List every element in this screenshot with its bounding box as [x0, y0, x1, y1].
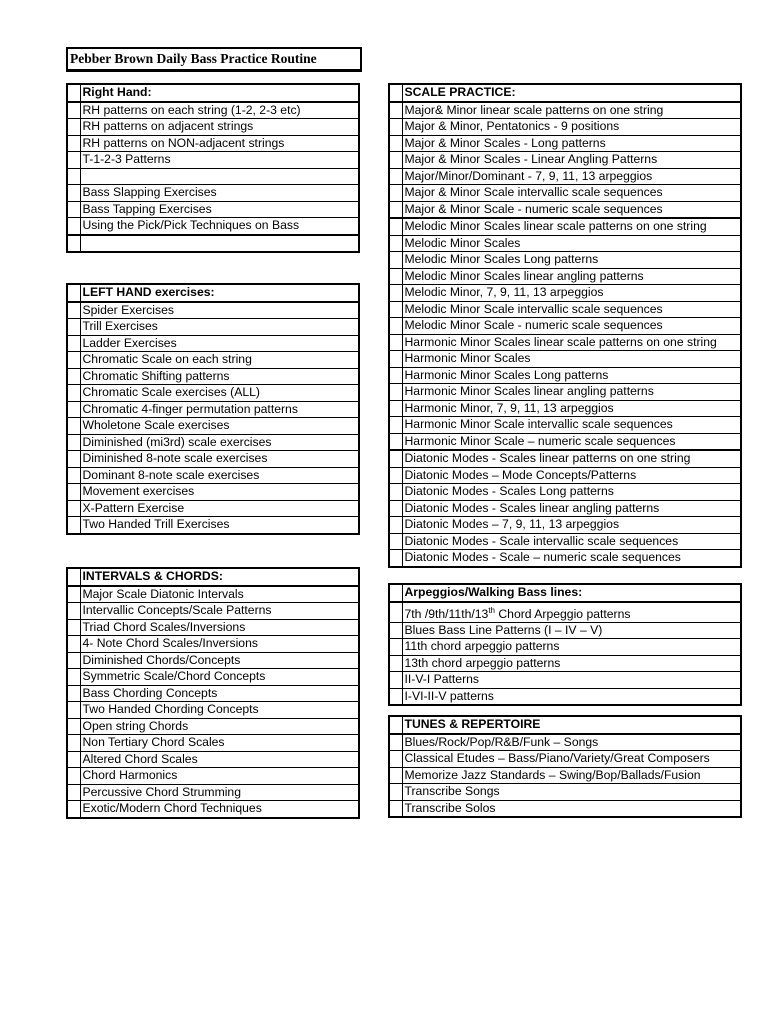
- routine-item-label: Melodic Minor Scales Long patterns: [402, 252, 741, 269]
- checkbox[interactable]: [389, 602, 402, 623]
- checkbox[interactable]: [67, 352, 80, 369]
- checkbox[interactable]: [67, 302, 80, 319]
- checkbox[interactable]: [67, 451, 80, 468]
- left-hand-table: [66, 283, 360, 535]
- routine-item-label: Non Tertiary Chord Scales: [80, 735, 359, 752]
- routine-item-label: Chord Harmonics: [80, 768, 359, 785]
- routine-item-label: Symmetric Scale/Chord Concepts: [80, 669, 359, 686]
- checkbox[interactable]: [67, 784, 80, 801]
- checkbox[interactable]: [389, 168, 402, 185]
- checkbox[interactable]: [389, 400, 402, 417]
- checkbox[interactable]: [67, 368, 80, 385]
- routine-item-label: Transcribe Songs: [402, 784, 741, 801]
- checkbox[interactable]: [389, 185, 402, 202]
- checkbox[interactable]: [389, 751, 402, 768]
- scale-practice-header-row: [389, 84, 741, 102]
- right-hand-header-row: [67, 84, 359, 102]
- routine-item-label: Diatonic Modes - Scales linear angling patterns: [402, 500, 741, 517]
- routine-item-label: Trill Exercises: [80, 319, 359, 336]
- checkbox[interactable]: [67, 669, 80, 686]
- table-row: [67, 768, 359, 785]
- checkbox[interactable]: [67, 568, 80, 586]
- table-row: [389, 119, 741, 136]
- table-row: [389, 467, 741, 484]
- routine-item-label: RH patterns on each string (1-2, 2-3 etc): [80, 102, 359, 119]
- table-row: [389, 784, 741, 801]
- checkbox[interactable]: [389, 533, 402, 550]
- table-row: [389, 688, 741, 705]
- checkbox[interactable]: [67, 467, 80, 484]
- checkbox[interactable]: [67, 718, 80, 735]
- checkbox[interactable]: [67, 652, 80, 669]
- checkbox[interactable]: [67, 434, 80, 451]
- routine-item-label: Exotic/Modern Chord Techniques: [82, 801, 262, 816]
- table-row: [389, 301, 741, 318]
- checkbox[interactable]: [389, 135, 402, 152]
- routine-item-label: Open string Chords: [80, 718, 359, 735]
- table-row: [67, 185, 359, 202]
- intervals-chords-table: [66, 567, 360, 819]
- table-row: [67, 152, 359, 169]
- table-row: [389, 767, 741, 784]
- table-row: [389, 500, 741, 517]
- checkbox[interactable]: [389, 367, 402, 384]
- table-row: [67, 619, 359, 636]
- table-row: [67, 669, 359, 686]
- section-header: LEFT HAND exercises:: [80, 284, 359, 302]
- table-row: [67, 500, 359, 517]
- checkbox[interactable]: [67, 335, 80, 352]
- routine-item-label: X-Pattern Exercise: [80, 500, 359, 517]
- routine-item-label: Using the Pick/Pick Techniques on Bass: [80, 218, 359, 235]
- routine-item-label: Melodic Minor Scale - numeric scale sequences: [402, 318, 741, 335]
- routine-item-label: Diatonic Modes - Scales Long patterns: [402, 484, 741, 501]
- routine-item-label: Harmonic Minor Scales linear angling patterns: [402, 384, 741, 401]
- checkbox[interactable]: [67, 385, 80, 402]
- section-header: SCALE PRACTICE:: [402, 84, 741, 102]
- routine-item-label: Percussive Chord Strumming: [80, 784, 359, 801]
- intervals-chords-header-row: [67, 568, 359, 586]
- checkbox[interactable]: [67, 603, 80, 620]
- table-row: [67, 636, 359, 653]
- table-row: [67, 467, 359, 484]
- routine-item-label: RH patterns on NON-adjacent strings: [80, 135, 359, 152]
- routine-item-label: Diatonic Modes – 7, 9, 11, 13 arpeggios: [402, 517, 741, 534]
- checkbox[interactable]: [389, 351, 402, 368]
- routine-item-label: Bass Tapping Exercises: [80, 201, 359, 218]
- table-row: [67, 135, 359, 152]
- checkbox[interactable]: [389, 716, 402, 734]
- routine-item-label: I-VI-II-V patterns: [404, 688, 494, 703]
- routine-item-label: Classical Etudes – Bass/Piano/Variety/Great Composers: [402, 751, 741, 768]
- routine-item-label: Major/Minor/Dominant - 7, 9, 11, 13 arpeggios: [402, 168, 741, 185]
- routine-item-label: Bass Chording Concepts: [80, 685, 359, 702]
- checkbox[interactable]: [389, 550, 402, 567]
- routine-item-label: Major & Minor Scales - Linear Angling Patterns: [402, 152, 741, 169]
- table-row: [389, 672, 741, 689]
- checkbox[interactable]: [389, 672, 402, 689]
- routine-item-label: [80, 168, 359, 185]
- table-row: [389, 400, 741, 417]
- checkbox[interactable]: [389, 500, 402, 517]
- table-row: [67, 119, 359, 136]
- table-row: [389, 450, 741, 467]
- routine-item-label: Movement exercises: [80, 484, 359, 501]
- routine-item-label: Major& Minor linear scale patterns on one string: [402, 102, 741, 119]
- checkbox[interactable]: [389, 152, 402, 169]
- table-row: [67, 335, 359, 352]
- routine-item-label: Blues Bass Line Patterns (I – IV – V): [402, 622, 741, 639]
- routine-item-label: II-V-I Patterns: [402, 672, 741, 689]
- checkbox[interactable]: [67, 586, 80, 603]
- table-row: [389, 433, 741, 450]
- checkbox[interactable]: [67, 152, 80, 169]
- routine-item-label: Transcribe Solos: [404, 800, 496, 815]
- checkbox[interactable]: [67, 319, 80, 336]
- routine-item-label: Two Handed Chording Concepts: [80, 702, 359, 719]
- checkbox[interactable]: [389, 301, 402, 318]
- checkbox[interactable]: [389, 417, 402, 434]
- routine-item-label: Wholetone Scale exercises: [80, 418, 359, 435]
- table-row: [389, 235, 741, 252]
- checkbox[interactable]: [67, 517, 80, 534]
- section-header: Arpeggios/Walking Bass lines:: [402, 584, 741, 602]
- routine-item-label: Blues/Rock/Pop/R&B/Funk – Songs: [402, 734, 741, 751]
- table-row: [389, 152, 741, 169]
- routine-item-label: T-1-2-3 Patterns: [80, 152, 359, 169]
- checkbox[interactable]: [389, 767, 402, 784]
- table-row: [389, 517, 741, 534]
- table-row: [389, 639, 741, 656]
- routine-item-label: 11th chord arpeggio patterns: [402, 639, 741, 656]
- table-row: [67, 517, 359, 534]
- table-row: [389, 318, 741, 335]
- table-row: [389, 751, 741, 768]
- checkbox[interactable]: [67, 201, 80, 218]
- checkbox[interactable]: [67, 284, 80, 302]
- arpeggios-header-row: [389, 584, 741, 602]
- checkbox[interactable]: [389, 622, 402, 639]
- checkbox[interactable]: [389, 688, 402, 705]
- table-row: [67, 735, 359, 752]
- table-row: [389, 417, 741, 434]
- checkbox[interactable]: [389, 734, 402, 751]
- document-title: Pebber Brown Daily Bass Practice Routine: [66, 47, 362, 72]
- routine-item-label: Major & Minor Scales - Long patterns: [402, 135, 741, 152]
- routine-item-label: Altered Chord Scales: [80, 751, 359, 768]
- table-row: [67, 218, 359, 235]
- section-header: TUNES & REPERTOIRE: [402, 716, 741, 734]
- right-hand-table: [66, 83, 360, 253]
- table-row: [389, 334, 741, 351]
- table-row: [67, 102, 359, 119]
- checkbox[interactable]: [67, 235, 80, 253]
- checkbox[interactable]: [67, 484, 80, 501]
- checkbox[interactable]: [389, 218, 402, 235]
- table-row: [389, 533, 741, 550]
- routine-item-label: Memorize Jazz Standards – Swing/Bop/Ballads/Fusion: [402, 767, 741, 784]
- checkbox[interactable]: [67, 619, 80, 636]
- checkbox[interactable]: [67, 185, 80, 202]
- routine-item-label: [80, 235, 359, 253]
- checkbox[interactable]: [67, 768, 80, 785]
- routine-item-label: Intervallic Concepts/Scale Patterns: [80, 603, 359, 620]
- checkbox[interactable]: [389, 467, 402, 484]
- routine-item-label: 7th /9th/11th/13th Chord Arpeggio patterns: [402, 602, 741, 623]
- routine-item-label: Melodic Minor Scales linear scale patterns on one string: [402, 218, 741, 235]
- table-row: [67, 718, 359, 735]
- table-row: [67, 603, 359, 620]
- table-row: [389, 484, 741, 501]
- table-row: [389, 201, 741, 218]
- routine-item-label: Major & Minor Scale intervallic scale sequences: [402, 185, 741, 202]
- checkbox[interactable]: [67, 401, 80, 418]
- table-row: [389, 367, 741, 384]
- section-header: Right Hand:: [80, 84, 359, 102]
- table-row: [389, 268, 741, 285]
- table-row: [389, 185, 741, 202]
- routine-item-label: Major & Minor, Pentatonics - 9 positions: [402, 119, 741, 136]
- checkbox[interactable]: [389, 655, 402, 672]
- table-row: [389, 800, 741, 817]
- table-row: [389, 135, 741, 152]
- routine-item-label: Bass Slapping Exercises: [80, 185, 359, 202]
- checkbox[interactable]: [389, 484, 402, 501]
- checkbox[interactable]: [389, 517, 402, 534]
- table-row: [67, 302, 359, 319]
- table-row: [67, 434, 359, 451]
- table-row: [389, 550, 741, 567]
- table-row: [67, 352, 359, 369]
- left-hand-header-row: [67, 284, 359, 302]
- checkbox[interactable]: [67, 702, 80, 719]
- checkbox[interactable]: [67, 218, 80, 235]
- checkbox[interactable]: [389, 784, 402, 801]
- checkbox[interactable]: [67, 84, 80, 102]
- table-row: [67, 235, 359, 253]
- checkbox[interactable]: [67, 418, 80, 435]
- checkbox[interactable]: [67, 102, 80, 119]
- routine-item-label: Melodic Minor, 7, 9, 11, 13 arpeggios: [402, 285, 741, 302]
- checkbox[interactable]: [389, 450, 402, 467]
- table-row: [67, 784, 359, 801]
- routine-item-label: Two Handed Trill Exercises: [82, 517, 230, 532]
- table-row: [67, 401, 359, 418]
- checkbox[interactable]: [67, 168, 80, 185]
- routine-item-label: Harmonic Minor Scale intervallic scale sequences: [402, 417, 741, 434]
- checkbox[interactable]: [389, 384, 402, 401]
- table-row: [67, 418, 359, 435]
- table-row: [389, 734, 741, 751]
- checkbox[interactable]: [389, 433, 402, 450]
- tunes-header-row: [389, 716, 741, 734]
- checkbox[interactable]: [67, 685, 80, 702]
- checkbox[interactable]: [389, 268, 402, 285]
- routine-item-label: Diatonic Modes - Scale intervallic scale sequences: [402, 533, 741, 550]
- table-row: [67, 368, 359, 385]
- table-row: [67, 702, 359, 719]
- routine-item-label: Diminished (mi3rd) scale exercises: [80, 434, 359, 451]
- section-header: INTERVALS & CHORDS:: [80, 568, 359, 586]
- checkbox[interactable]: [389, 334, 402, 351]
- checkbox[interactable]: [389, 318, 402, 335]
- table-row: [389, 602, 741, 623]
- table-row: [389, 655, 741, 672]
- routine-item-label: 13th chord arpeggio patterns: [402, 655, 741, 672]
- table-row: [389, 218, 741, 235]
- checkbox[interactable]: [389, 235, 402, 252]
- routine-item-label: Melodic Minor Scale intervallic scale sequences: [402, 301, 741, 318]
- table-row: [67, 385, 359, 402]
- table-row: [67, 168, 359, 185]
- table-row: [389, 168, 741, 185]
- checkbox[interactable]: [67, 636, 80, 653]
- checkbox[interactable]: [67, 751, 80, 768]
- routine-item-label: 4- Note Chord Scales/Inversions: [80, 636, 359, 653]
- table-row: [67, 484, 359, 501]
- checkbox[interactable]: [389, 584, 402, 602]
- checkbox[interactable]: [67, 135, 80, 152]
- table-row: [389, 622, 741, 639]
- table-row: [67, 801, 359, 818]
- routine-item-label: Chromatic 4-finger permutation patterns: [80, 401, 359, 418]
- routine-item-label: Dominant 8-note scale exercises: [80, 467, 359, 484]
- table-row: [67, 586, 359, 603]
- checkbox[interactable]: [67, 500, 80, 517]
- scale-practice-table: [388, 83, 742, 568]
- routine-item-label: Chromatic Shifting patterns: [80, 368, 359, 385]
- routine-item-label: Diminished 8-note scale exercises: [80, 451, 359, 468]
- checkbox[interactable]: [389, 639, 402, 656]
- routine-item-label: Harmonic Minor Scales: [402, 351, 741, 368]
- routine-item-label: Diminished Chords/Concepts: [80, 652, 359, 669]
- table-row: [389, 102, 741, 119]
- table-row: [67, 652, 359, 669]
- routine-item-label: Ladder Exercises: [80, 335, 359, 352]
- routine-item-label: Major & Minor Scale - numeric scale sequences: [402, 201, 741, 218]
- table-row: [389, 252, 741, 269]
- arpeggios-table: [388, 583, 742, 706]
- table-row: [67, 201, 359, 218]
- table-row: [67, 451, 359, 468]
- checkbox[interactable]: [389, 252, 402, 269]
- table-row: [389, 384, 741, 401]
- routine-item-label: Chromatic Scale on each string: [80, 352, 359, 369]
- checkbox[interactable]: [389, 201, 402, 218]
- checkbox[interactable]: [389, 800, 402, 817]
- routine-item-label: Major Scale Diatonic Intervals: [80, 586, 359, 603]
- table-row: [389, 351, 741, 368]
- routine-item-label: Melodic Minor Scales: [402, 235, 741, 252]
- checkbox[interactable]: [67, 119, 80, 136]
- routine-item-label: Spider Exercises: [80, 302, 359, 319]
- routine-item-label: Harmonic Minor Scales Long patterns: [402, 367, 741, 384]
- routine-item-label: Triad Chord Scales/Inversions: [80, 619, 359, 636]
- checkbox[interactable]: [67, 735, 80, 752]
- routine-item-label: RH patterns on adjacent strings: [80, 119, 359, 136]
- checkbox[interactable]: [67, 801, 80, 818]
- routine-item-label: Harmonic Minor Scale – numeric scale sequences: [402, 433, 741, 450]
- routine-item-label: Diatonic Modes - Scales linear patterns on one string: [402, 450, 741, 467]
- tunes-repertoire-table: [388, 715, 742, 818]
- checkbox[interactable]: [389, 285, 402, 302]
- routine-item-label: Diatonic Modes - Scale – numeric scale sequences: [404, 550, 681, 565]
- routine-item-label: Melodic Minor Scales linear angling patterns: [402, 268, 741, 285]
- routine-item-label: Chromatic Scale exercises (ALL): [80, 385, 359, 402]
- routine-item-label: Harmonic Minor Scales linear scale patterns on one string: [402, 334, 741, 351]
- routine-item-label: Harmonic Minor, 7, 9, 11, 13 arpeggios: [402, 400, 741, 417]
- checkbox[interactable]: [389, 102, 402, 119]
- table-row: [67, 319, 359, 336]
- checkbox[interactable]: [389, 84, 402, 102]
- table-row: [389, 285, 741, 302]
- table-row: [67, 685, 359, 702]
- table-row: [67, 751, 359, 768]
- routine-item-label: Diatonic Modes – Mode Concepts/Patterns: [402, 467, 741, 484]
- checkbox[interactable]: [389, 119, 402, 136]
